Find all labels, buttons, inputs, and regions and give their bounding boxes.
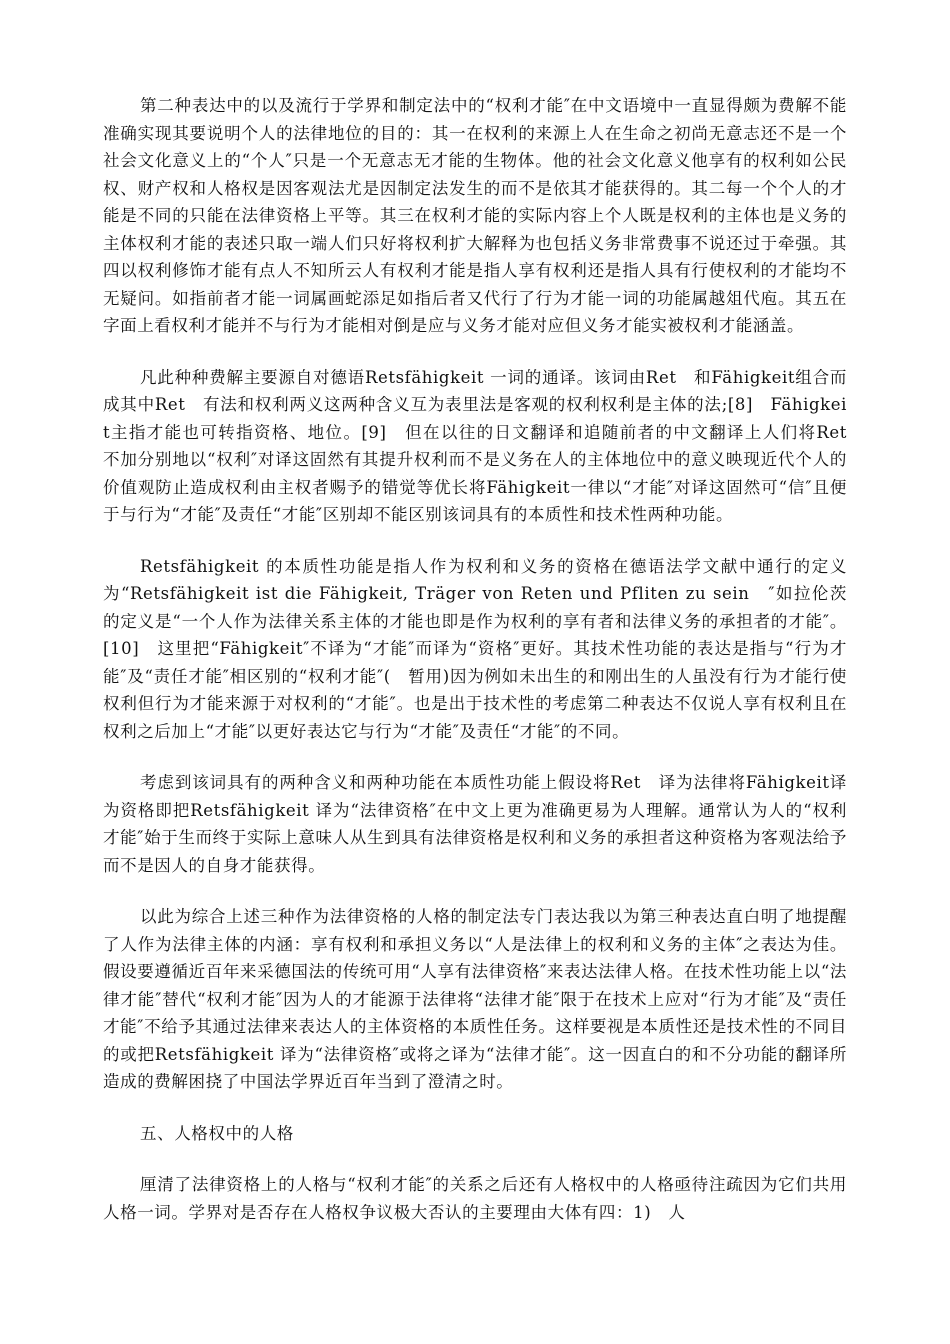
paragraph-6: 厘清了法律资格上的人格与“权利才能″的关系之后还有人格权中的人格亟待注疏因为它们共用人格一词。学界对是否存在人格权争议极大否认的主要理由大体有四：1) 人 [103, 1175, 847, 1222]
paragraph-2: 凡此种种费解主要源自对德语Retsfähigkeit 一词的通译。该词由Ret 和Fähigkeit组合而成其中Ret 有法和权利两义这两种含义互为表里法是客观的权利权利是主体的法;[8] Fähigkeit主指才能也可转指资格、地位。[9] 但在以往的日文翻译和追随前者的中文翻译上人们将Ret 不加分别地以“权利″对译这固然有其提升权利而不是义务在人的主体地位中的意义映现近代个人的价值观防止造成权利由主权者赐予的错觉等优长将Fähigkeit一律以“才能″对译这固然可“信″且便于与行为“才能″及责任“才能″区别却不能区别该词具有的本质性和技术性两种功能。 [103, 367, 865, 524]
paragraph-1: 第二种表达中的以及流行于学界和制定法中的“权利才能″在中文语境中一直显得颇为费解不能准确实现其要说明个人的法律地位的目的：其一在权利的来源上人在生命之初尚无意志还不是一个社会文化意义上的“个人″只是一个无意志无才能的生物体。他的社会文化意义他享有的权利如公民权、财产权和人格权是因客观法尤是因制定法发生的而不是依其才能获得的。其二每一个个人的才能是不同的只能在法律资格上平等。其三在权利才能的实际内容上个人既是权利的主体也是义务的主体权利才能的表述只取一端人们只好将权利扩大解释为也包括义务非常费事不说还过于牵强。其四以权利修饰才能有点人不知所云人有权利才能是指人享有权利还是指人具有行使权利的才能均不无疑问。如指前者才能一词属画蛇添足如指后者又代行了行为才能一词的功能属越俎代庖。其五在字面上看权利才能并不与行为才能相对倒是应与义务才能对应但义务才能实被权利才能涵盖。 [103, 96, 847, 335]
paragraph-5: 以此为综合上述三种作为法律资格的人格的制定法专门表达我以为第三种表达直白明了地提醒了人作为法律主体的内涵：享有权利和承担义务以“人是法律上的权利和义务的主体″之表达为佳。假设要遵循近百年来采德国法的传统可用“人享有法律资格″来表达法律人格。在技术性功能上以“法律才能″替代“权利才能″因为人的才能源于法律将“法律才能″限于在技术上应对“行为才能″及“责任才能″不给予其通过法律来表达人的主体资格的本质性任务。这样要视是本质性还是技术性的不同目的或把Retsfähigkeit 译为“法律资格″或将之译为“法律才能″。这一因直白的和不分功能的翻译所造成的费解困挠了中国法学界近百年当到了澄清之时。 [103, 907, 847, 1091]
paragraph-3: Retsfähigkeit 的本质性功能是指人作为权利和义务的资格在德语法学文献中通行的定义为“Retsfähigkeit ist die Fähigkeit, Träger von Reten und Pfliten zu sein ″如拉伦茨的定义是“一个人作为法律关系主体的才能也即是作为权利的享有者和法律义务的承担者的才能″。[10] 这里把“Fähigkeit″不译为“才能″而译为“资格″更好。其技术性功能的表达是指与“行为才能″及“责任才能″相区别的“权利才能″( 暂用)因为例如未出生的和刚出生的人虽没有行为才能行使权利但行为才能来源于对权利的“才能″。也是出于技术性的考虑第二种表达不仅说人享有权利且在权利之后加上“才能″以更好表达它与行为“才能″及责任“才能″的不同。 [103, 556, 847, 741]
document-page [103, 92, 865, 1250]
section-heading: 五、人格权中的人格 [140, 1123, 294, 1143]
paragraph-4: 考虑到该词具有的两种含义和两种功能在本质性功能上假设将Ret 译为法律将Fähigkeit译为资格即把Retsfähigkeit 译为“法律资格″在中文上更为准确更易为人理解。通常认为人的“权利才能″始于生而终于实际上意味人从生到具有法律资格是权利和义务的承担者这种资格为客观法给予而不是因人的自身才能获得。 [103, 773, 847, 875]
